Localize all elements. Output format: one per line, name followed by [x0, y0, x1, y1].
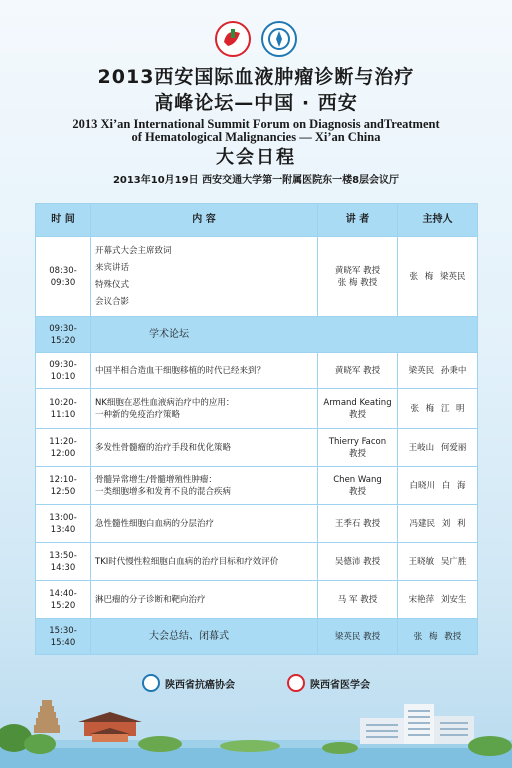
opening-item: 开幕式大会主席致词 [95, 245, 172, 256]
section-label: 学术论坛 [91, 317, 478, 353]
society-logo-red [214, 20, 252, 58]
row-speaker [318, 389, 398, 429]
row-host: 张 梅 教授 [398, 619, 478, 655]
table-row [36, 543, 478, 581]
opening-items [95, 243, 313, 311]
org-name: 陕西省医学会 [310, 679, 370, 691]
speaker-line: 张 梅 教授 [337, 277, 378, 288]
speaker-line: 吴德沛 教授 [334, 556, 381, 567]
date-venue: 2013年10月19日 西安交通大学第一附属医院东一楼8层会议厅 [112, 175, 400, 186]
content-line: 一类细胞增多和发育不良的混合疾病 [95, 486, 232, 497]
row-time: 09:30-10:10 [36, 353, 91, 389]
org-name: 陕西省抗癌协会 [165, 679, 235, 691]
row-content [91, 429, 318, 467]
content-line: TKI时代慢性粒细胞白血病的治疗目标和疗效评价 [95, 556, 279, 567]
row-time: 08:30-09:30 [36, 237, 91, 317]
row-time: 14:40-15:20 [36, 581, 91, 619]
agenda-title: 大会日程 [216, 147, 296, 168]
section-time: 09:30-15:20 [36, 317, 91, 353]
table-row [36, 389, 478, 429]
row-host: 王岐山 何爱丽 [398, 429, 478, 467]
speaker-line: Armand Keating [323, 397, 392, 408]
row-content [91, 505, 318, 543]
speaker-line: 黄晓军 教授 [334, 365, 381, 376]
table-row [36, 505, 478, 543]
row-host: 王晓敏 吴广胜 [398, 543, 478, 581]
title-zh-line2: 高峰论坛—中国 · 西安 [154, 92, 358, 114]
table-row [36, 353, 478, 389]
title-en-line1: 2013 Xi’an International Summit Forum on Diagnosis andTreatment [72, 117, 440, 131]
opening-item: 会议合影 [95, 296, 130, 307]
row-host: 张 梅 梁英民 [398, 237, 478, 317]
table-row [36, 467, 478, 505]
row-content [91, 467, 318, 505]
table-row-closing [36, 619, 478, 655]
speaker-line: 王季石 教授 [334, 518, 381, 529]
row-time: 13:50-14:30 [36, 543, 91, 581]
row-content [91, 353, 318, 389]
opening-item: 来宾讲话 [95, 262, 130, 273]
header-content: 内 容 [91, 204, 318, 237]
society-logo-blue [260, 20, 298, 58]
agenda-table [35, 203, 478, 655]
closing-text: 大会总结、闭幕式 [149, 630, 229, 642]
row-speaker: 梁英民 教授 [318, 619, 398, 655]
row-speaker [318, 505, 398, 543]
row-time: 10:20-11:10 [36, 389, 91, 429]
opening-item: 特殊仪式 [95, 279, 130, 290]
title-zh-line1: 2013西安国际血液肿瘤诊断与治疗 [97, 66, 415, 88]
row-time: 15:30-15:40 [36, 619, 91, 655]
row-time: 12:10-12:50 [36, 467, 91, 505]
row-host: 冯建民 刘 利 [398, 505, 478, 543]
row-time: 11:20-12:00 [36, 429, 91, 467]
row-content [91, 581, 318, 619]
row-speaker [318, 353, 398, 389]
content-line: 一种新的免疫治疗策略 [95, 409, 181, 420]
header-host: 主持人 [398, 204, 478, 237]
row-speaker [318, 581, 398, 619]
content-line: NK细胞在恶性血液病治疗中的应用： [95, 397, 235, 408]
table-header-row [36, 204, 478, 237]
table-row [36, 429, 478, 467]
row-content [91, 237, 318, 317]
closing-label [91, 619, 318, 655]
content-line: 中国半相合造血干细胞移植的时代已经来到？ [95, 365, 266, 376]
speaker-line: 黄晓军 教授 [334, 265, 381, 276]
speaker-line: Chen Wang [333, 474, 382, 485]
speaker-line: Thierry Facon [328, 436, 387, 447]
table-row [36, 581, 478, 619]
row-content [91, 389, 318, 429]
content-line: 淋巴瘤的分子诊断和靶向治疗 [95, 594, 206, 605]
title-en-line2: of Hematological Malignancies — Xi’an China [131, 130, 381, 144]
row-time: 13:00-13:40 [36, 505, 91, 543]
content-line: 多发性骨髓瘤的治疗手段和优化策略 [95, 442, 232, 453]
logo-row [0, 20, 512, 58]
row-speaker [318, 543, 398, 581]
table-row-opening [36, 237, 478, 317]
speaker-line: 教授 [348, 448, 366, 459]
row-host: 张 梅 江 明 [398, 389, 478, 429]
row-host: 梁英民 孙秉中 [398, 353, 478, 389]
speaker-line: 教授 [348, 409, 366, 420]
speaker-line: 教授 [348, 486, 366, 497]
row-speaker [318, 467, 398, 505]
xian-skyline-illustration [0, 688, 512, 768]
row-host: 白晓川 白 海 [398, 467, 478, 505]
row-content [91, 543, 318, 581]
header-time: 时 间 [36, 204, 91, 237]
speaker-line: 马 军 教授 [337, 594, 378, 605]
row-host: 宋艳萍 刘安生 [398, 581, 478, 619]
table-row-section [36, 317, 478, 353]
row-speaker [318, 237, 398, 317]
header-speaker: 讲 者 [318, 204, 398, 237]
content-line: 急性髓性细胞白血病的分层治疗 [95, 518, 215, 529]
content-line: 骨髓异常增生/骨髓增殖性肿瘤： [95, 474, 217, 485]
row-speaker [318, 429, 398, 467]
